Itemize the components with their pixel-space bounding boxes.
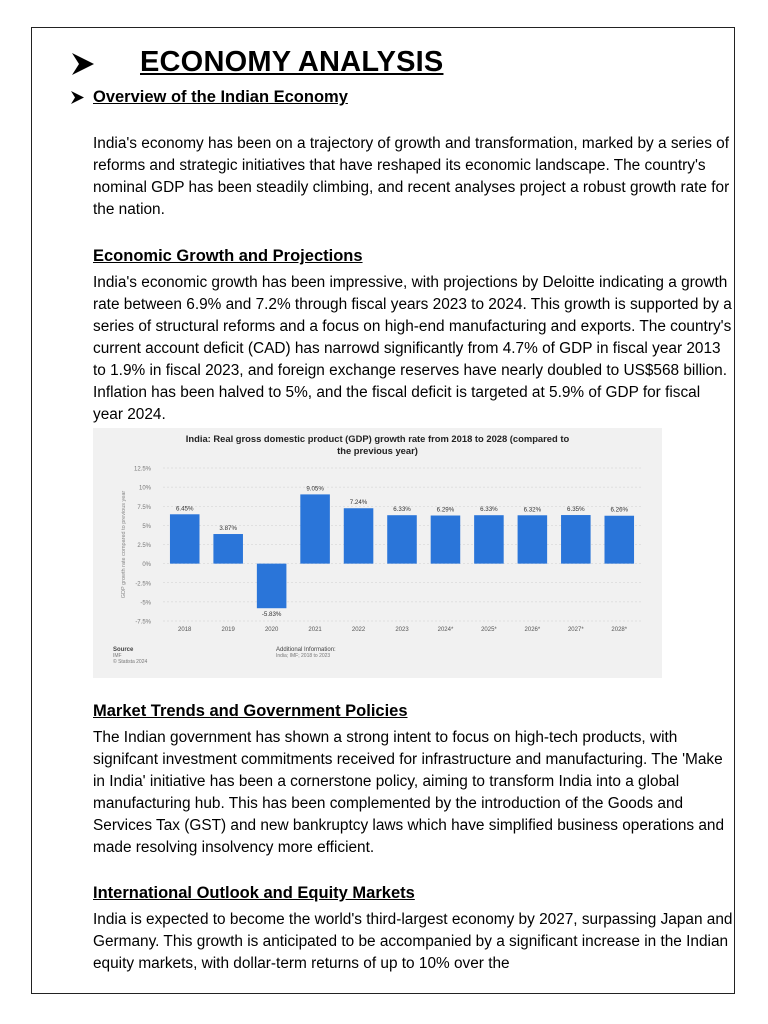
source-line: © Statista 2024	[113, 659, 148, 665]
bar	[257, 564, 287, 609]
y-tick-label: -5%	[140, 600, 151, 607]
additional-info-label: Additional Information:	[276, 647, 336, 653]
data-label: 3.87%	[219, 525, 237, 533]
document-title: ECONOMY ANALYSIS	[140, 46, 444, 78]
data-label: 9.05%	[306, 485, 324, 493]
subtitle-text: Overview of the Indian Economy	[93, 88, 348, 106]
y-tick-label: 7.5%	[137, 504, 151, 511]
section-body-outlook: India is expected to become the world's third-largest economy by 2027, surpassing Japan and Germany. This growth is anticipated to be accompanied by a significant increase in the Indian equity markets, with dollar-term returns of up to 10% over the	[93, 911, 733, 972]
x-tick-label: 2021	[308, 627, 322, 633]
data-label: 6.26%	[610, 506, 629, 514]
section-heading-growth: Economic Growth and Projections	[93, 247, 363, 265]
arrow-bullet-icon	[70, 90, 85, 105]
chart-title: India: Real gross domestic product (GDP) growth rate from 2018 to 2028 (compared to	[185, 433, 570, 444]
additional-info-line: India; IMF; 2018 to 2023	[276, 653, 331, 659]
data-label: 6.33%	[480, 506, 498, 514]
gdp-growth-chart	[93, 428, 662, 678]
y-tick-label: -2.5%	[135, 581, 151, 588]
bar	[387, 515, 417, 563]
section-body-growth: India's economic growth has been impressive, with projections by Deloitte indicating a growth rate between 6.9% and 7.2% through fiscal years 2023 to 2024. This growth is supported by a series of structural reforms and a focus on high-end manufacturing and exports. The country's current account deficit (CAD) has narrowd significantly from 4.7% of GDP in fiscal year 2013 to 1.9% in fiscal 2023, and foreign exchange reserves have nearly doubled to US$568 billion. Inflation has been halved to 5%, and the fiscal deficit is targeted at 5.9% of GDP for fiscal year 2024.	[93, 274, 732, 423]
section-heading-outlook: International Outlook and Equity Markets	[93, 884, 415, 902]
bar	[344, 508, 374, 563]
x-tick-label: 2018	[178, 627, 192, 633]
bar	[561, 515, 591, 564]
x-tick-label: 2026*	[524, 627, 541, 633]
y-tick-label: 12.5%	[133, 466, 151, 473]
x-tick-label: 2020	[264, 627, 279, 633]
source-label: Source	[113, 647, 134, 653]
main-title	[70, 44, 444, 84]
bar	[300, 494, 330, 563]
x-tick-label: 2028*	[611, 627, 628, 633]
chart-title: the previous year)	[337, 445, 418, 456]
section-heading-market: Market Trends and Government Policies	[93, 702, 408, 720]
x-tick-label: 2024*	[437, 627, 454, 633]
y-axis-label: GDP growth rate compared to previous year	[121, 490, 127, 599]
data-label: 6.32%	[523, 506, 542, 514]
section-body-market: The Indian government has shown a strong intent to focus on high-tech products, with signifcant investment commitments received for infrastructure and manufacturing. The 'Make in India' initiative has been a cornerstone policy, aiming to transform India into a global manufacturing hub. This has been complemented by the introduction of the Goods and Services Tax (GST) and new bankruptcy laws which have simplified business operations and made resolving insolvency more efficient.	[93, 729, 725, 856]
x-tick-label: 2025*	[481, 627, 497, 633]
y-tick-label: 10%	[138, 485, 151, 492]
intro-paragraph: India's economy has been on a trajectory of growth and transformation, marked by a series of reforms and strategic initiatives that have reshaped its economic landscape. The country's nominal GDP has been steadily climbing, and recent analyses project a robust growth rate for the nation.	[93, 135, 730, 218]
chart-canvas	[93, 428, 662, 678]
bar	[518, 515, 548, 563]
data-label: 6.33%	[393, 506, 411, 514]
x-tick-label: 2023	[395, 627, 409, 633]
x-tick-label: 2022	[351, 627, 366, 633]
bar	[474, 515, 504, 563]
bar	[431, 516, 461, 564]
x-tick-label: 2027*	[567, 627, 584, 633]
y-tick-label: 0%	[142, 562, 151, 569]
x-tick-label: 2019	[221, 627, 235, 633]
bar	[170, 514, 200, 563]
data-label: 6.45%	[175, 505, 194, 513]
data-label: 6.35%	[567, 506, 585, 514]
y-tick-label: 5%	[142, 523, 151, 530]
source-line: IMF	[113, 653, 122, 659]
arrow-bullet-icon	[70, 51, 96, 77]
data-label: 7.24%	[349, 499, 368, 507]
y-tick-label: 2.5%	[137, 543, 151, 549]
sub-title	[70, 88, 348, 107]
data-label: 6.29%	[436, 506, 455, 514]
bar	[213, 534, 243, 564]
data-label: -5.83%	[261, 611, 282, 619]
bar	[604, 516, 634, 564]
y-tick-label: -7.5%	[135, 619, 151, 626]
